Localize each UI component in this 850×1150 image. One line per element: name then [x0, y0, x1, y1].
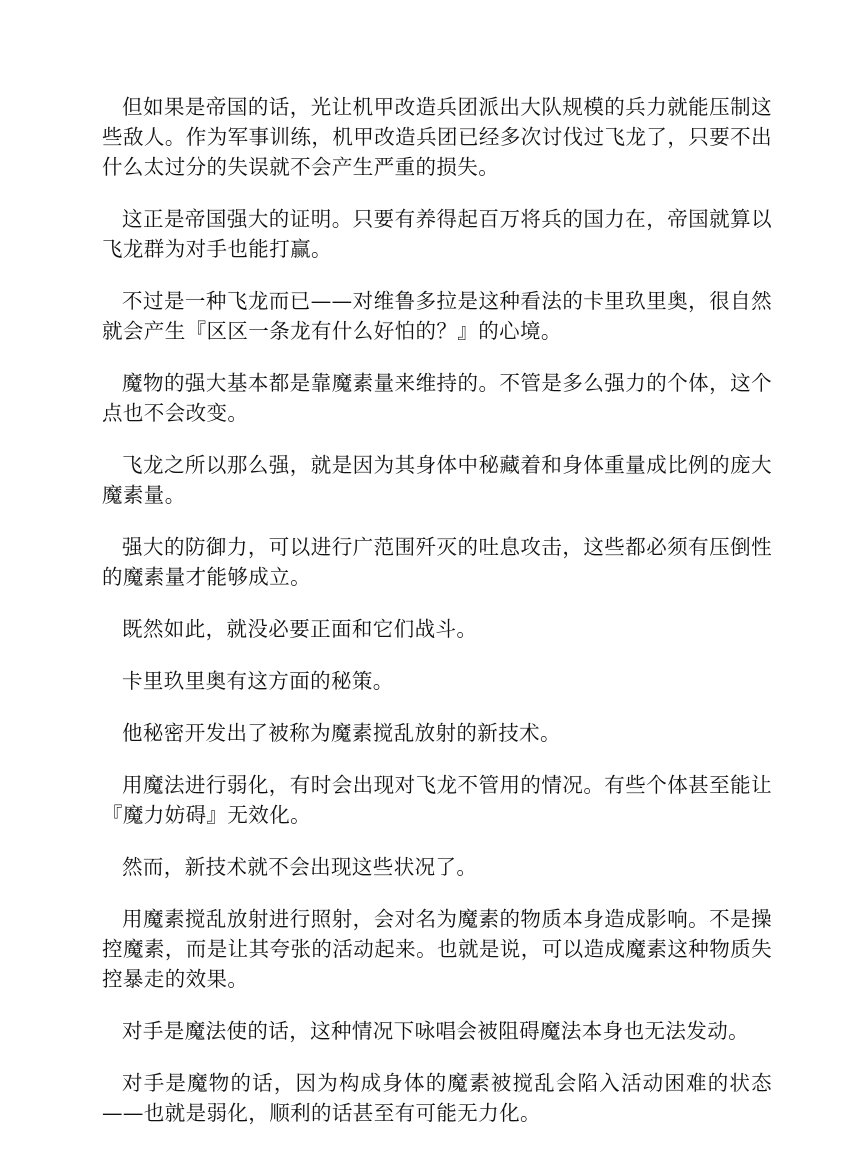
paragraph: 这正是帝国强大的证明。只要有养得起百万将兵的国力在，帝国就算以飞龙群为对手也能打赢。 — [102, 207, 772, 261]
paragraph: 对手是魔物的话，因为构成身体的魔素被搅乱会陷入活动困难的状态——也就是弱化，顺利的话甚至有可能无力化。 — [102, 1071, 772, 1125]
document-page — [102, 92, 772, 1150]
paragraph: 不过是一种飞龙而已——对维鲁多拉是这种看法的卡里玖里奥，很自然就会产生『区区一条龙有什么好怕的？』的心境。 — [102, 289, 772, 343]
paragraph: 卡里玖里奥有这方面的秘策。 — [122, 669, 394, 693]
paragraph: 但如果是帝国的话，光让机甲改造兵团派出大队规模的兵力就能压制这些敌人。作为军事训练，机甲改造兵团已经多次讨伐过飞龙了，只要不出什么太过分的失误就不会产生严重的损失。 — [102, 95, 772, 179]
paragraph: 对手是魔法使的话，这种情况下咏唱会被阻碍魔法本身也无法发动。 — [122, 1019, 749, 1043]
paragraph: 既然如此，就没必要正面和它们战斗。 — [122, 617, 478, 641]
paragraph: 魔物的强大基本都是靠魔素量来维持的。不管是多么强力的个体，这个点也不会改变。 — [102, 371, 772, 425]
paragraph: 他秘密开发出了被称为魔素搅乱放射的新技术。 — [122, 721, 561, 745]
paragraph: 用魔素搅乱放射进行照射，会对名为魔素的物质本身造成影响。不是操控魔素，而是让其夸张的活动起来。也就是说，可以造成魔素这种物质失控暴走的效果。 — [102, 907, 772, 991]
paragraph: 用魔法进行弱化，有时会出现对飞龙不管用的情况。有些个体甚至能让『魔力妨碍』无效化。 — [102, 773, 772, 827]
paragraph: 然而，新技术就不会出现这些状况了。 — [122, 855, 478, 879]
paragraph: 飞龙之所以那么强，就是因为其身体中秘藏着和身体重量成比例的庞大魔素量。 — [102, 453, 772, 507]
paragraph: 强大的防御力，可以进行广范围歼灭的吐息攻击，这些都必须有压倒性的魔素量才能够成立。 — [102, 535, 772, 589]
